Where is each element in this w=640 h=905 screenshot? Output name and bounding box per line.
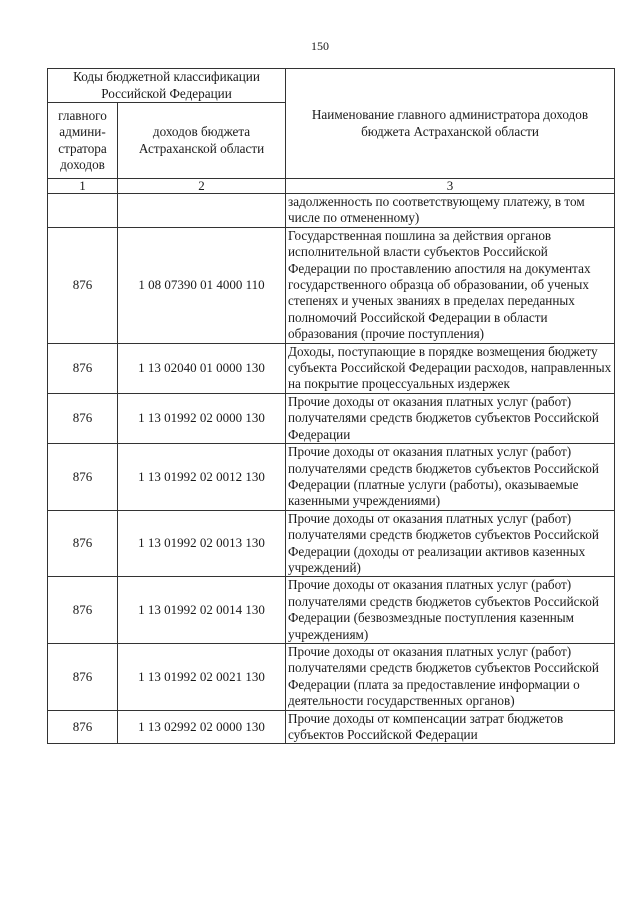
name-cell: задолженность по соответствующему платежу, в том числе по отмененному)	[286, 194, 615, 228]
admin-code-cell	[48, 194, 118, 228]
name-cell: Прочие доходы от оказания платных услуг (работ) получателями средств бюджетов субъектов Российской Федерации (платные услуги (работы), оказываемые казенными учреждениями)	[286, 444, 615, 511]
name-cell: Прочие доходы от оказания платных услуг (работ) получателями средств бюджетов субъектов Российской Федерации (доходы от реализации активов казенных учреждений)	[286, 510, 615, 577]
table-row	[48, 510, 615, 577]
income-code-cell: 1 13 01992 02 0013 130	[118, 510, 286, 577]
table-row	[48, 710, 615, 744]
table-row	[48, 393, 615, 443]
header-group-title: Коды бюджетной классификации Российской Федерации	[48, 69, 286, 103]
admin-code-cell: 876	[48, 510, 118, 577]
admin-code-cell: 876	[48, 343, 118, 393]
header-num-3: 3	[286, 179, 615, 194]
table-row	[48, 194, 615, 228]
header-col-name: Наименование главного администратора доходов бюджета Астраханской области	[286, 69, 615, 179]
table-row	[48, 577, 615, 644]
admin-code-cell: 876	[48, 227, 118, 343]
header-num-1: 1	[48, 179, 118, 194]
name-cell: Прочие доходы от компенсации затрат бюджетов субъектов Российской Федерации	[286, 710, 615, 744]
table-row	[48, 227, 615, 343]
admin-code-cell: 876	[48, 710, 118, 744]
name-cell: Доходы, поступающие в порядке возмещения бюджету субъекта Российской Федерации расходов, направленных на покрытие процессуальных издержек	[286, 343, 615, 393]
admin-code-cell: 876	[48, 643, 118, 710]
name-cell: Прочие доходы от оказания платных услуг (работ) получателями средств бюджетов субъектов Российской Федерации (безвозмездные поступления казенным учреждениям)	[286, 577, 615, 644]
admin-code-cell: 876	[48, 577, 118, 644]
header-col-admin: главного админи-стратора доходов	[48, 103, 118, 179]
name-cell: Государственная пошлина за действия органов исполнительной власти субъектов Российской Федерации по проставлению апостиля на документах государственного образца об образовании, об ученых степенях и ученых званиях в пределах переданных полномочий Российской Федерации в области образования (прочие поступления)	[286, 227, 615, 343]
page-number: 150	[311, 39, 329, 53]
admin-code-cell: 876	[48, 393, 118, 443]
header-col-income: доходов бюджета Астраханской области	[118, 103, 286, 179]
table-row	[48, 444, 615, 511]
budget-classification-table	[47, 68, 615, 744]
income-code-cell: 1 13 01992 02 0014 130	[118, 577, 286, 644]
table-row	[48, 643, 615, 710]
header-num-2: 2	[118, 179, 286, 194]
table-row	[48, 343, 615, 393]
income-code-cell: 1 13 02992 02 0000 130	[118, 710, 286, 744]
name-cell: Прочие доходы от оказания платных услуг (работ) получателями средств бюджетов субъектов Российской Федерации	[286, 393, 615, 443]
income-code-cell: 1 13 02040 01 0000 130	[118, 343, 286, 393]
income-code-cell: 1 13 01992 02 0012 130	[118, 444, 286, 511]
name-cell: Прочие доходы от оказания платных услуг (работ) получателями средств бюджетов субъектов Российской Федерации (плата за предоставление информации о деятельности государственных органов)	[286, 643, 615, 710]
income-code-cell: 1 13 01992 02 0021 130	[118, 643, 286, 710]
income-code-cell: 1 13 01992 02 0000 130	[118, 393, 286, 443]
income-code-cell	[118, 194, 286, 228]
admin-code-cell: 876	[48, 444, 118, 511]
income-code-cell: 1 08 07390 01 4000 110	[118, 227, 286, 343]
